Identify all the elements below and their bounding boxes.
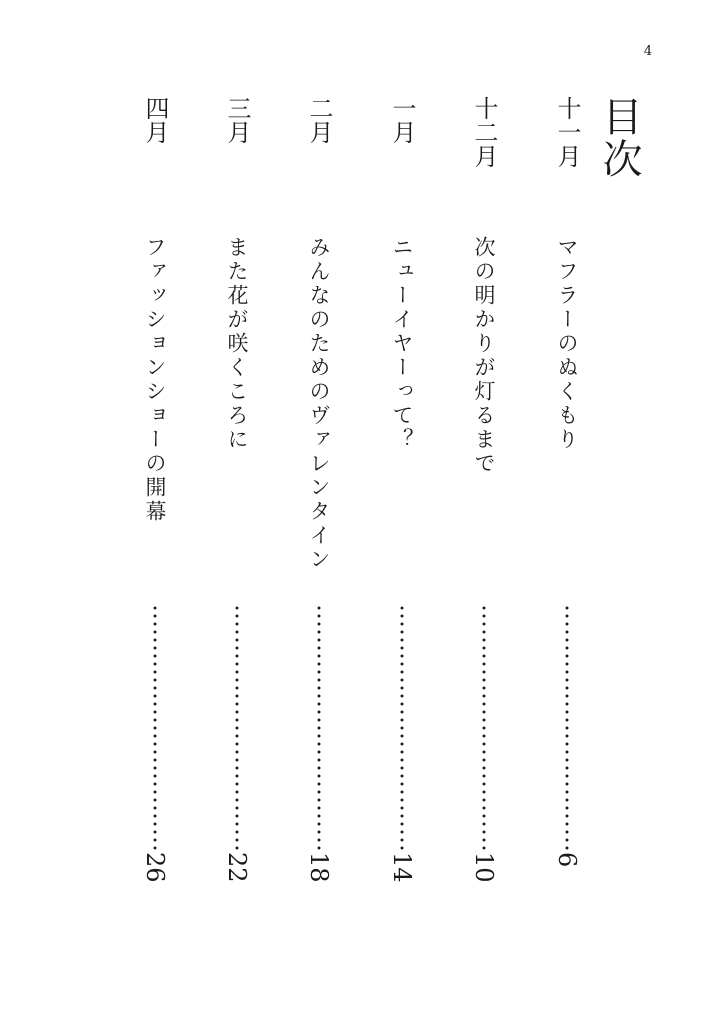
entry-title: ファッションショーの開幕 (143, 236, 167, 524)
dot-leader (153, 604, 157, 850)
toc-entry-5[interactable] (222, 0, 252, 1024)
entry-page-number: 18 (305, 852, 333, 883)
entry-page-number: 6 (553, 852, 581, 868)
dot-leader (565, 604, 569, 850)
entry-title: 次の明かりが灯るまで (472, 236, 496, 476)
entry-title: マフラーのぬくもり (555, 236, 579, 452)
toc-entry-2[interactable] (469, 0, 499, 1024)
entry-page-number: 26 (141, 852, 169, 883)
entry-month: 十一月 (553, 96, 581, 168)
entry-page-number: 22 (223, 852, 251, 883)
entry-page-number: 14 (388, 852, 416, 883)
dot-leader (317, 604, 321, 850)
entry-title: また花が咲くころに (225, 236, 249, 452)
toc-title: 目次 (596, 96, 642, 180)
entry-title: ニューイヤーって？ (390, 236, 414, 452)
entry-month: 四月 (141, 96, 169, 144)
entry-month: 十二月 (470, 96, 498, 168)
toc-entry-1[interactable] (552, 0, 582, 1024)
entry-month: 二月 (305, 96, 333, 144)
toc-entry-4[interactable] (304, 0, 334, 1024)
entry-month: 三月 (223, 96, 251, 144)
entry-title: みんなのためのヴァレンタイン (307, 236, 331, 572)
entry-page-number: 10 (470, 852, 498, 883)
dot-leader (235, 604, 239, 850)
dot-leader (400, 604, 404, 850)
toc-entry-3[interactable] (387, 0, 417, 1024)
page-number: 4 (643, 44, 653, 59)
dot-leader (482, 604, 486, 850)
entry-month: 一月 (388, 96, 416, 144)
toc-entry-6[interactable] (140, 0, 170, 1024)
